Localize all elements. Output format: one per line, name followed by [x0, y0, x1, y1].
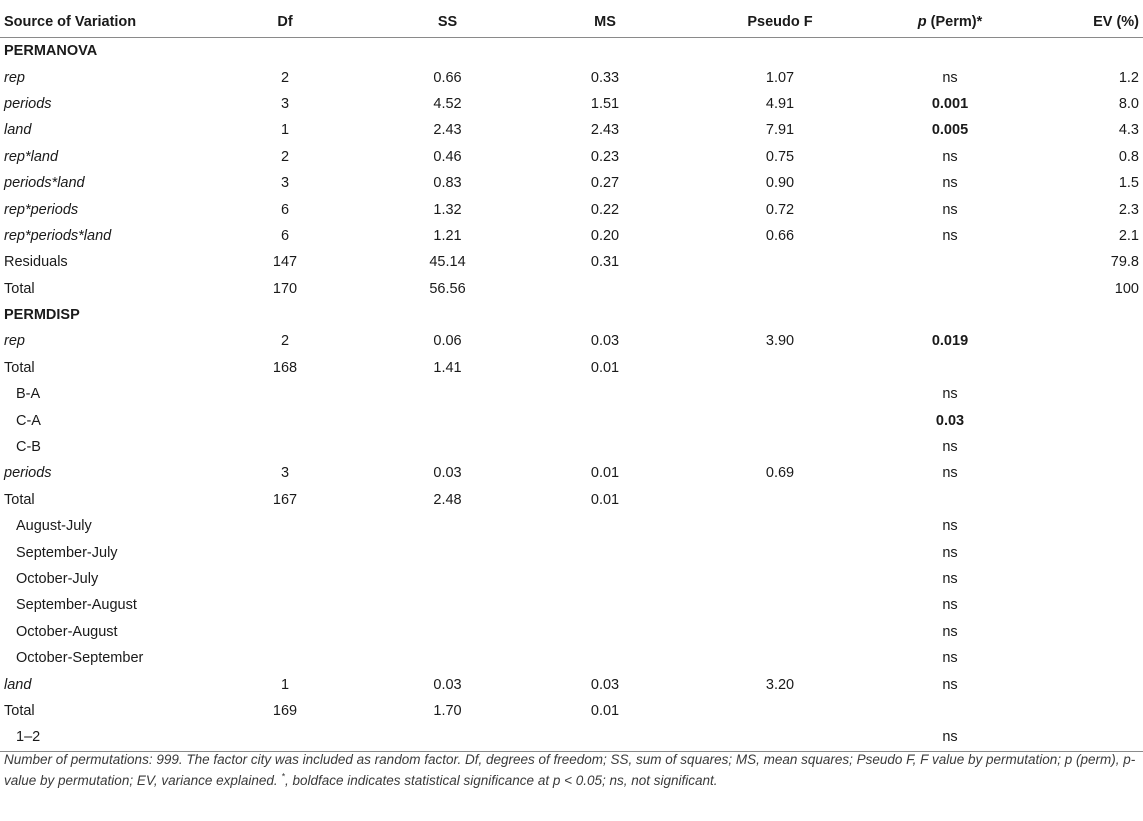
cell-p-perm: 0.03: [935, 412, 965, 429]
cell-df: [200, 619, 370, 645]
cell-pseudo-f: 0.72: [765, 201, 795, 218]
header-pseudo-f: Pseudo F: [747, 14, 813, 30]
cell-df: 1: [280, 676, 290, 693]
cell-ev: [1025, 460, 1143, 486]
cell-p-perm: [875, 249, 1025, 275]
cell-df: [200, 434, 370, 460]
cell-p-perm: ns: [942, 227, 958, 244]
cell-df: 167: [272, 491, 298, 508]
table-footnote: [4, 749, 1136, 791]
cell-ms: 0.22: [590, 201, 620, 218]
cell-source: rep: [4, 333, 25, 350]
table-row: [0, 223, 1143, 249]
cell-ev: [1025, 566, 1143, 592]
cell-pseudo-f: [685, 539, 875, 565]
table-row: [0, 276, 1143, 302]
cell-df: 2: [280, 333, 290, 350]
cell-ms: [525, 276, 685, 302]
cell-df: 168: [272, 359, 298, 376]
cell-p-perm: ns: [942, 544, 958, 561]
cell-source: Total: [4, 359, 35, 376]
cell-df: [200, 407, 370, 433]
table-row: [0, 170, 1143, 196]
cell-df: [200, 566, 370, 592]
cell-ss: 0.03: [433, 676, 462, 693]
cell-ms: [525, 724, 685, 751]
table-row: [0, 645, 1143, 671]
table-row: [0, 724, 1143, 751]
cell-pseudo-f: [685, 434, 875, 460]
cell-p-perm: ns: [942, 175, 958, 192]
cell-df: 2: [280, 69, 290, 86]
cell-ev: 0.8: [1118, 148, 1139, 165]
cell-pseudo-f: [685, 698, 875, 724]
section-label: PERMANOVA: [4, 43, 98, 60]
cell-ss: [370, 539, 525, 565]
section-row: [0, 38, 1143, 65]
cell-pseudo-f: [685, 355, 875, 381]
cell-p-perm: ns: [942, 597, 958, 614]
cell-pseudo-f: 0.69: [765, 465, 795, 482]
cell-p-perm: ns: [942, 571, 958, 587]
cell-p-perm: ns: [942, 69, 958, 86]
cell-p-perm: [875, 487, 1025, 513]
cell-pseudo-f: [685, 513, 875, 539]
cell-ss: 1.32: [433, 201, 462, 218]
cell-ev: 2.1: [1118, 227, 1139, 244]
cell-pseudo-f: [685, 487, 875, 513]
cell-ev: [1025, 619, 1143, 645]
cell-pseudo-f: [685, 724, 875, 751]
cell-df: 3: [280, 175, 290, 192]
cell-source: rep*periods: [4, 201, 79, 218]
cell-ss: 0.46: [433, 148, 462, 165]
cell-ms: [525, 407, 685, 433]
cell-df: 170: [272, 280, 298, 297]
cell-ms: 0.33: [590, 69, 620, 86]
header-ev: EV (%): [1093, 14, 1139, 30]
cell-pseudo-f: [685, 276, 875, 302]
cell-pseudo-f: [685, 645, 875, 671]
cell-p-perm: [875, 276, 1025, 302]
header-source: Source of Variation: [4, 14, 137, 30]
cell-p-perm: ns: [942, 386, 958, 403]
cell-df: [200, 539, 370, 565]
cell-pseudo-f: [685, 249, 875, 275]
cell-ss: 2.48: [433, 491, 462, 508]
cell-ms: 0.01: [590, 359, 620, 376]
header-ss: SS: [437, 14, 458, 30]
cell-p-perm: ns: [942, 729, 958, 746]
cell-ev: [1025, 355, 1143, 381]
cell-ev: [1025, 645, 1143, 671]
cell-pseudo-f: [685, 619, 875, 645]
cell-pseudo-f: [685, 381, 875, 407]
cell-ss: 0.66: [433, 69, 462, 86]
table-row: [0, 407, 1143, 433]
cell-ms: 0.20: [590, 227, 620, 244]
footnote-asterisk: *: [281, 771, 285, 782]
cell-ev: [1025, 724, 1143, 751]
cell-ev: [1025, 434, 1143, 460]
cell-ss: [370, 513, 525, 539]
cell-ss: [370, 592, 525, 618]
cell-source: Total: [4, 280, 35, 297]
cell-source: C-B: [16, 439, 41, 456]
table-row: [0, 196, 1143, 222]
cell-ms: [525, 381, 685, 407]
cell-p-perm: 0.019: [931, 333, 969, 350]
table-row: [0, 566, 1143, 592]
cell-df: [200, 513, 370, 539]
cell-ms: [525, 645, 685, 671]
cell-df: 6: [280, 201, 290, 218]
cell-ms: 0.01: [590, 491, 620, 508]
cell-source: periods: [4, 95, 52, 112]
header-ms: MS: [594, 14, 616, 30]
cell-ev: [1025, 381, 1143, 407]
cell-pseudo-f: 0.75: [765, 148, 795, 165]
cell-p-perm: ns: [942, 148, 958, 165]
cell-ev: [1025, 407, 1143, 433]
cell-p-perm: ns: [942, 465, 958, 482]
cell-source: Total: [4, 702, 35, 719]
cell-ss: 2.43: [433, 122, 462, 139]
cell-pseudo-f: 1.07: [765, 69, 795, 86]
cell-ms: 0.01: [590, 465, 620, 482]
cell-source: periods*land: [4, 175, 85, 192]
cell-ev: [1025, 487, 1143, 513]
cell-source: Total: [4, 491, 35, 508]
cell-df: 169: [272, 702, 298, 719]
header-p-perm: [875, 7, 1025, 38]
table-row: [0, 117, 1143, 143]
cell-df: 1: [280, 122, 290, 139]
cell-p-perm: 0.005: [931, 122, 969, 139]
cell-df: [200, 381, 370, 407]
cell-ms: 0.23: [590, 148, 620, 165]
cell-ev: 100: [1114, 280, 1139, 297]
cell-pseudo-f: [685, 407, 875, 433]
cell-source: September-July: [16, 544, 118, 561]
footnote-text-2: , boldface indicates statistical significance at p < 0.05; ns, not significant.: [284, 773, 718, 788]
header-p-perm-rest: (Perm)*: [926, 14, 983, 30]
cell-ss: 1.70: [433, 702, 462, 719]
cell-source: Residuals: [4, 254, 68, 271]
section-label: PERMDISP: [4, 307, 80, 324]
cell-p-perm: ns: [942, 623, 958, 640]
cell-ev: 2.3: [1118, 201, 1139, 218]
cell-pseudo-f: 3.90: [765, 333, 795, 350]
cell-df: [200, 645, 370, 671]
cell-df: [200, 592, 370, 618]
cell-ev: 79.8: [1110, 254, 1139, 271]
table-row: [0, 355, 1143, 381]
cell-pseudo-f: [685, 566, 875, 592]
cell-df: 147: [272, 254, 298, 271]
cell-source: rep: [4, 69, 25, 86]
cell-pseudo-f: 4.91: [765, 95, 795, 112]
cell-ms: 0.27: [590, 175, 620, 192]
cell-p-perm: ns: [942, 439, 958, 456]
cell-ss: 1.41: [433, 359, 462, 376]
cell-ss: [370, 407, 525, 433]
cell-pseudo-f: 0.90: [765, 175, 795, 192]
cell-df: 3: [280, 465, 290, 482]
table-row: [0, 698, 1143, 724]
cell-ms: 1.51: [590, 95, 620, 112]
cell-ss: [370, 566, 525, 592]
cell-ms: 2.43: [590, 122, 620, 139]
cell-ms: [525, 539, 685, 565]
cell-ev: 1.5: [1118, 175, 1139, 192]
cell-ev: 1.2: [1118, 69, 1139, 86]
cell-ev: [1025, 698, 1143, 724]
cell-ms: 0.03: [590, 676, 620, 693]
cell-p-perm: ns: [942, 518, 958, 535]
cell-source: October-August: [16, 623, 118, 640]
cell-ev: [1025, 513, 1143, 539]
table-row: [0, 144, 1143, 170]
cell-ss: 0.03: [433, 465, 462, 482]
cell-ss: [370, 619, 525, 645]
table-header-row: [0, 7, 1143, 38]
cell-df: 2: [280, 148, 290, 165]
cell-ss: 0.06: [433, 333, 462, 350]
cell-source: October-September: [16, 650, 144, 667]
cell-ev: [1025, 671, 1143, 697]
cell-ss: [370, 645, 525, 671]
cell-ev: 8.0: [1118, 95, 1139, 112]
cell-source: September-August: [16, 597, 137, 614]
cell-p-perm: ns: [942, 201, 958, 218]
cell-source: 1–2: [16, 729, 41, 746]
cell-ss: 0.83: [433, 175, 462, 192]
cell-source: rep*land: [4, 148, 59, 165]
cell-ss: 1.21: [433, 227, 462, 244]
cell-ms: [525, 434, 685, 460]
cell-p-perm: [875, 698, 1025, 724]
cell-ms: [525, 513, 685, 539]
cell-ss: [370, 724, 525, 751]
table-row: [0, 539, 1143, 565]
cell-ss: [370, 434, 525, 460]
header-df: Df: [277, 14, 293, 30]
cell-p-perm: ns: [942, 650, 958, 667]
cell-source: C-A: [16, 412, 41, 429]
cell-source: land: [4, 676, 32, 693]
table-row: [0, 91, 1143, 117]
cell-ss: 45.14: [429, 254, 466, 271]
cell-ev: [1025, 592, 1143, 618]
table-body: [0, 38, 1143, 752]
table-row: [0, 460, 1143, 486]
table-row: [0, 513, 1143, 539]
table-row: [0, 487, 1143, 513]
cell-ms: [525, 566, 685, 592]
cell-source: October-July: [16, 571, 99, 587]
cell-p-perm: [875, 355, 1025, 381]
cell-source: August-July: [16, 518, 92, 535]
cell-df: 3: [280, 95, 290, 112]
cell-df: [200, 724, 370, 751]
table-row: [0, 381, 1143, 407]
cell-pseudo-f: 7.91: [765, 122, 795, 139]
cell-ss: 4.52: [433, 95, 462, 112]
cell-p-perm: 0.001: [931, 95, 969, 112]
cell-df: 6: [280, 227, 290, 244]
cell-ms: 0.01: [590, 702, 620, 719]
footnote-text-1: Number of permutations: 999. The factor city was included as random factor. Df, degrees of freedom; SS, sum of squares; MS, mean squares; Pseudo F, F value by permutation; p (perm), p-value by permutation; EV, variance explained.: [4, 752, 1136, 788]
cell-source: periods: [4, 465, 52, 482]
cell-ms: [525, 619, 685, 645]
cell-ms: 0.03: [590, 333, 620, 350]
cell-ss: 56.56: [429, 280, 466, 297]
cell-pseudo-f: [685, 592, 875, 618]
table-row: [0, 619, 1143, 645]
cell-ss: [370, 381, 525, 407]
header-p-perm-italic: p: [917, 14, 927, 30]
table-row: [0, 64, 1143, 90]
cell-ev: [1025, 539, 1143, 565]
cell-pseudo-f: 3.20: [765, 676, 795, 693]
table-row: [0, 671, 1143, 697]
cell-ev: 4.3: [1118, 122, 1139, 139]
cell-ev: [1025, 328, 1143, 354]
cell-ms: 0.31: [590, 254, 620, 271]
table-row: [0, 434, 1143, 460]
section-row: [0, 302, 1143, 328]
cell-ms: [525, 592, 685, 618]
table-row: [0, 249, 1143, 275]
cell-source: B-A: [16, 386, 41, 403]
statistics-table: [0, 7, 1143, 752]
cell-pseudo-f: 0.66: [765, 227, 795, 244]
table-row: [0, 592, 1143, 618]
cell-p-perm: ns: [942, 676, 958, 693]
cell-source: rep*periods*land: [4, 227, 112, 244]
table-row: [0, 328, 1143, 354]
cell-source: land: [4, 122, 32, 139]
